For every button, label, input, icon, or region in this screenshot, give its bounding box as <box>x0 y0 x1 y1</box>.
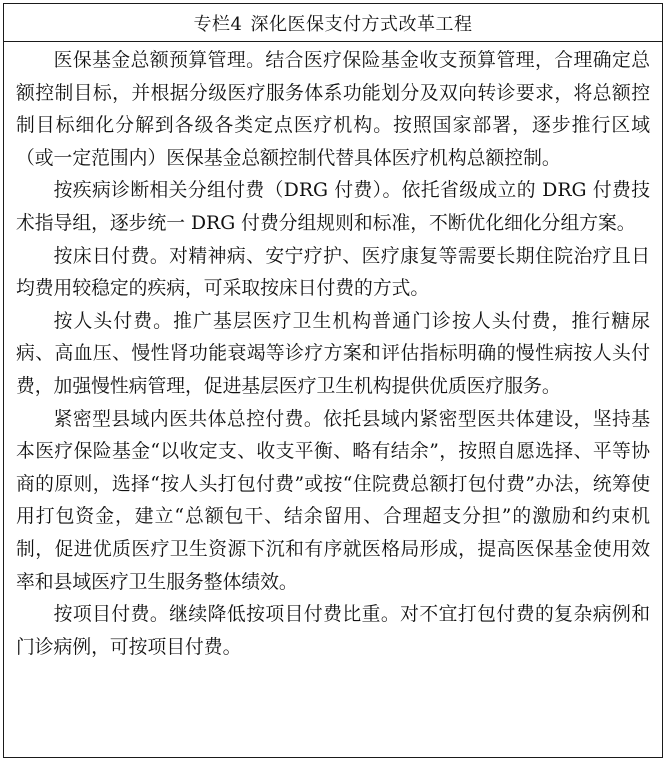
box-content <box>4 42 662 664</box>
box-title-text: 深化医保支付方式改革工程 <box>250 13 473 35</box>
paragraph-county-alliance: 紧密型县域内医共体总控付费。依托县域内紧密型医共体建设，坚持基本医疗保险基金“以收定支、收支平衡、略有结余”，按照自愿选择、平等协商的原则，选择“按人头打包付费”或按“住院费总额打包付费”办法，统筹使用打包资金，建立“总额包干、结余留用、合理超支分担”的激励和约束机制，促进优质医疗卫生资源下沉和有序就医格局形成，提高医保基金使用效率和县域医疗卫生服务整体绩效。 <box>16 408 650 593</box>
paragraph-drg: 按疾病诊断相关分组付费（DRG 付费）。依托省级成立的 DRG 付费技术指导组，逐步统一 DRG 付费分组规则和标准，不断优化细化分组方案。 <box>16 180 650 234</box>
box-title <box>4 4 662 42</box>
box-label: 专栏4 <box>193 13 243 35</box>
paragraph-capitation: 按人头付费。推广基层医疗卫生机构普通门诊按人头付费，推行糖尿病、高血压、慢性肾功能衰竭等诊疗方案和评估指标明确的慢性病按人头付费，加强慢性病管理，促进基层医疗卫生机构提供优质医疗服务。 <box>16 310 650 397</box>
paragraph-budget: 医保基金总额预算管理。结合医疗保险基金收支预算管理，合理确定总额控制目标，并根据分级医疗服务体系功能划分及双向转诊要求，将总额控制目标细化分解到各级各类定点医疗机构。按照国家部署，逐步推行区域（或一定范围内）医保基金总额控制代替具体医疗机构总额控制。 <box>16 50 650 169</box>
paragraph-fee-for-service: 按项目付费。继续降低按项目付费比重。对不宜打包付费的复杂病例和门诊病例，可按项目付费。 <box>16 604 650 658</box>
feature-box <box>3 3 663 758</box>
paragraph-bed-day: 按床日付费。对精神病、安宁疗护、医疗康复等需要长期住院治疗且日均费用较稳定的疾病，可采取按床日付费的方式。 <box>16 245 650 300</box>
